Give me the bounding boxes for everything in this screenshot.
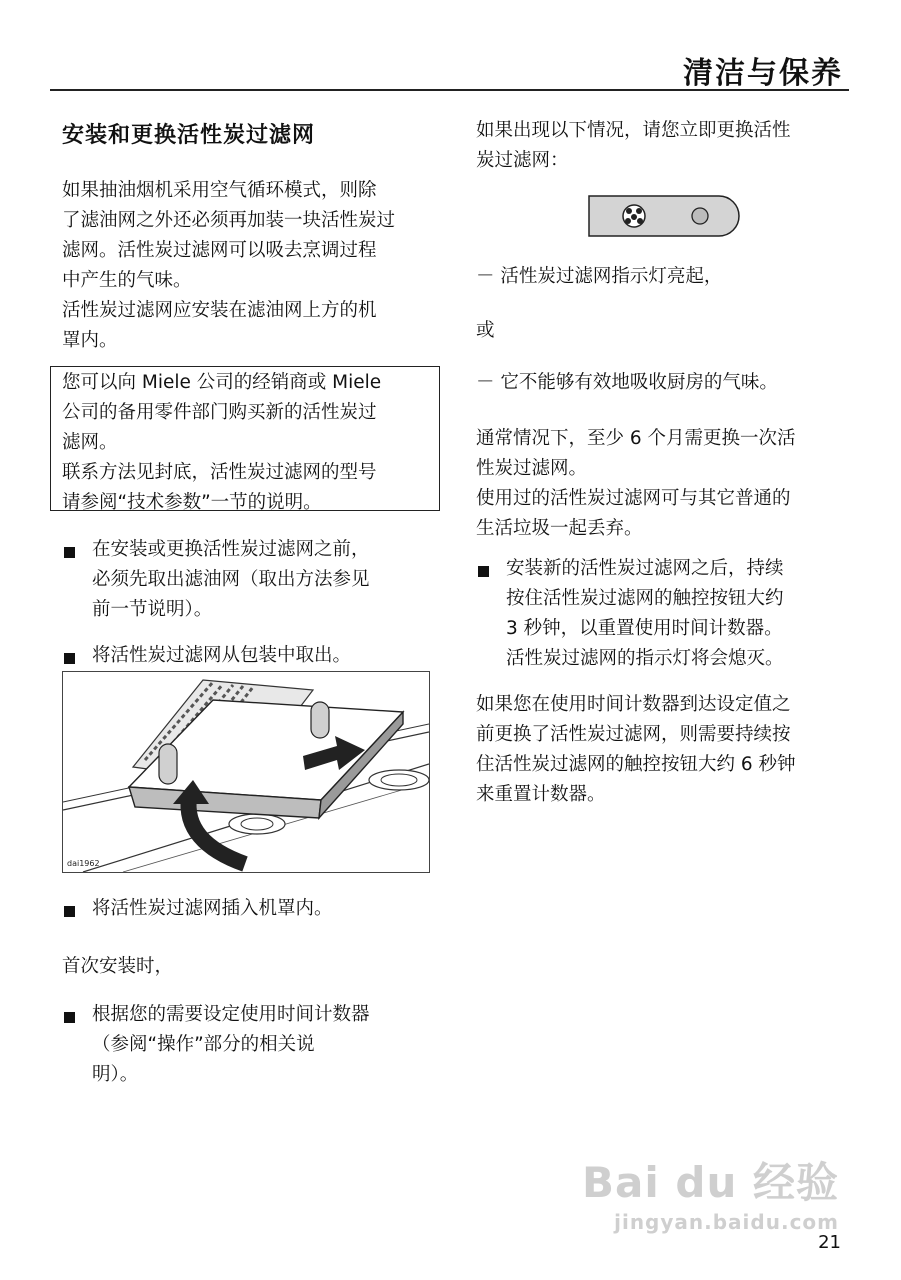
charcoal-filter-icon — [623, 205, 645, 227]
step-line: 明）。 — [92, 1064, 139, 1085]
usual-line: 生活垃圾一起丢弃。 — [476, 518, 643, 539]
usual-line: 性炭过滤网。 — [476, 458, 588, 479]
replace-conditions-intro — [476, 116, 846, 176]
intro-line: 炭过滤网： — [476, 150, 569, 171]
or-text: 或 — [476, 320, 495, 341]
condition-odor: － 它不能够有效地吸收厨房的气味。 — [476, 372, 778, 393]
usual-line: 通常情况下，至少 6 个月需更换一次活 — [476, 428, 796, 449]
intro-line: 如果出现以下情况，请您立即更换活性 — [476, 120, 791, 141]
intro-line: 活性炭过滤网应安装在滤油网上方的机 — [62, 300, 377, 321]
step-line: 将活性炭过滤网从包装中取出。 — [92, 645, 352, 666]
page-number: 21 — [818, 1232, 841, 1253]
header-title: 清洁与保养 — [683, 56, 843, 91]
step-line: 活性炭过滤网的指示灯将会熄灭。 — [506, 648, 784, 669]
step-line: 根据您的需要设定使用时间计数器 — [92, 1004, 370, 1025]
section-title: 安装和更换活性炭过滤网 — [62, 123, 316, 148]
watermark-url: jingyan.baidu.com — [614, 1210, 839, 1234]
note-line: 公司的备用零件部门购买新的活性炭过 — [62, 402, 377, 423]
note-line: 联系方法见封底，活性炭过滤网的型号 — [62, 462, 377, 483]
bullet-icon — [64, 906, 75, 917]
watermark-logo: Bai du 经验 — [582, 1158, 839, 1207]
note-text — [62, 368, 436, 518]
usual-replacement-paragraph — [476, 424, 846, 544]
installation-illustration — [62, 671, 430, 873]
note-line: 滤网。 — [62, 432, 118, 453]
intro-line: 罩内。 — [62, 330, 118, 351]
bullet-icon — [64, 547, 75, 558]
bullet-icon — [478, 566, 489, 577]
usual-line: 使用过的活性炭过滤网可与其它普通的 — [476, 488, 791, 509]
note-line: 您可以向 Miele 公司的经销商或 Miele — [62, 372, 382, 393]
first-install-text: 首次安装时， — [62, 956, 174, 977]
intro-line: 滤网。活性炭过滤网可以吸去烹调过程 — [62, 240, 377, 261]
step-line: 在安装或更换活性炭过滤网之前， — [92, 539, 370, 560]
reset-line: 住活性炭过滤网的触控按钮大约 6 秒钟 — [476, 754, 796, 775]
reset-line: 前更换了活性炭过滤网，则需要持续按 — [476, 724, 791, 745]
step-remove-grease-filter — [92, 535, 432, 625]
condition-indicator-on: － 活性炭过滤网指示灯亮起， — [476, 266, 723, 287]
intro-line: 中产生的气味。 — [62, 270, 192, 291]
step-line: 必须先取出滤油网（取出方法参见 — [92, 569, 370, 590]
indicator-light-icon — [692, 208, 708, 224]
reset-line: 如果您在使用时间计数器到达设定值之 — [476, 694, 791, 715]
step-line: 前一节说明）。 — [92, 599, 213, 620]
step-set-timer — [92, 1000, 432, 1090]
intro-line: 如果抽油烟机采用空气循环模式，则除 — [62, 180, 377, 201]
intro-paragraph — [62, 176, 440, 356]
bullet-icon — [64, 653, 75, 664]
bullet-icon — [64, 1012, 75, 1023]
note-line: 请参阅“技术参数”一节的说明。 — [62, 492, 322, 513]
step-unpack-filter — [92, 641, 432, 671]
step-reset-counter — [506, 554, 846, 674]
baidu-watermark — [582, 1150, 839, 1234]
step-line: 3 秒钟，以重置使用时间计数器。 — [506, 618, 783, 639]
intro-line: 了滤油网之外还必须再加装一块活性炭过 — [62, 210, 396, 231]
reset-line: 来重置计数器。 — [476, 784, 606, 805]
control-panel-illustration — [588, 195, 740, 237]
step-insert-filter — [92, 894, 432, 924]
figure-label: dai1962 — [67, 859, 100, 868]
step-line: 安装新的活性炭过滤网之后，持续 — [506, 558, 784, 579]
step-line: 按住活性炭过滤网的触控按钮大约 — [506, 588, 784, 609]
early-reset-paragraph — [476, 690, 846, 810]
header-divider — [50, 89, 849, 91]
filter-installation-drawing — [63, 672, 429, 872]
step-line: 将活性炭过滤网插入机罩内。 — [92, 898, 333, 919]
step-line: （参阅“操作”部分的相关说 — [92, 1034, 315, 1055]
